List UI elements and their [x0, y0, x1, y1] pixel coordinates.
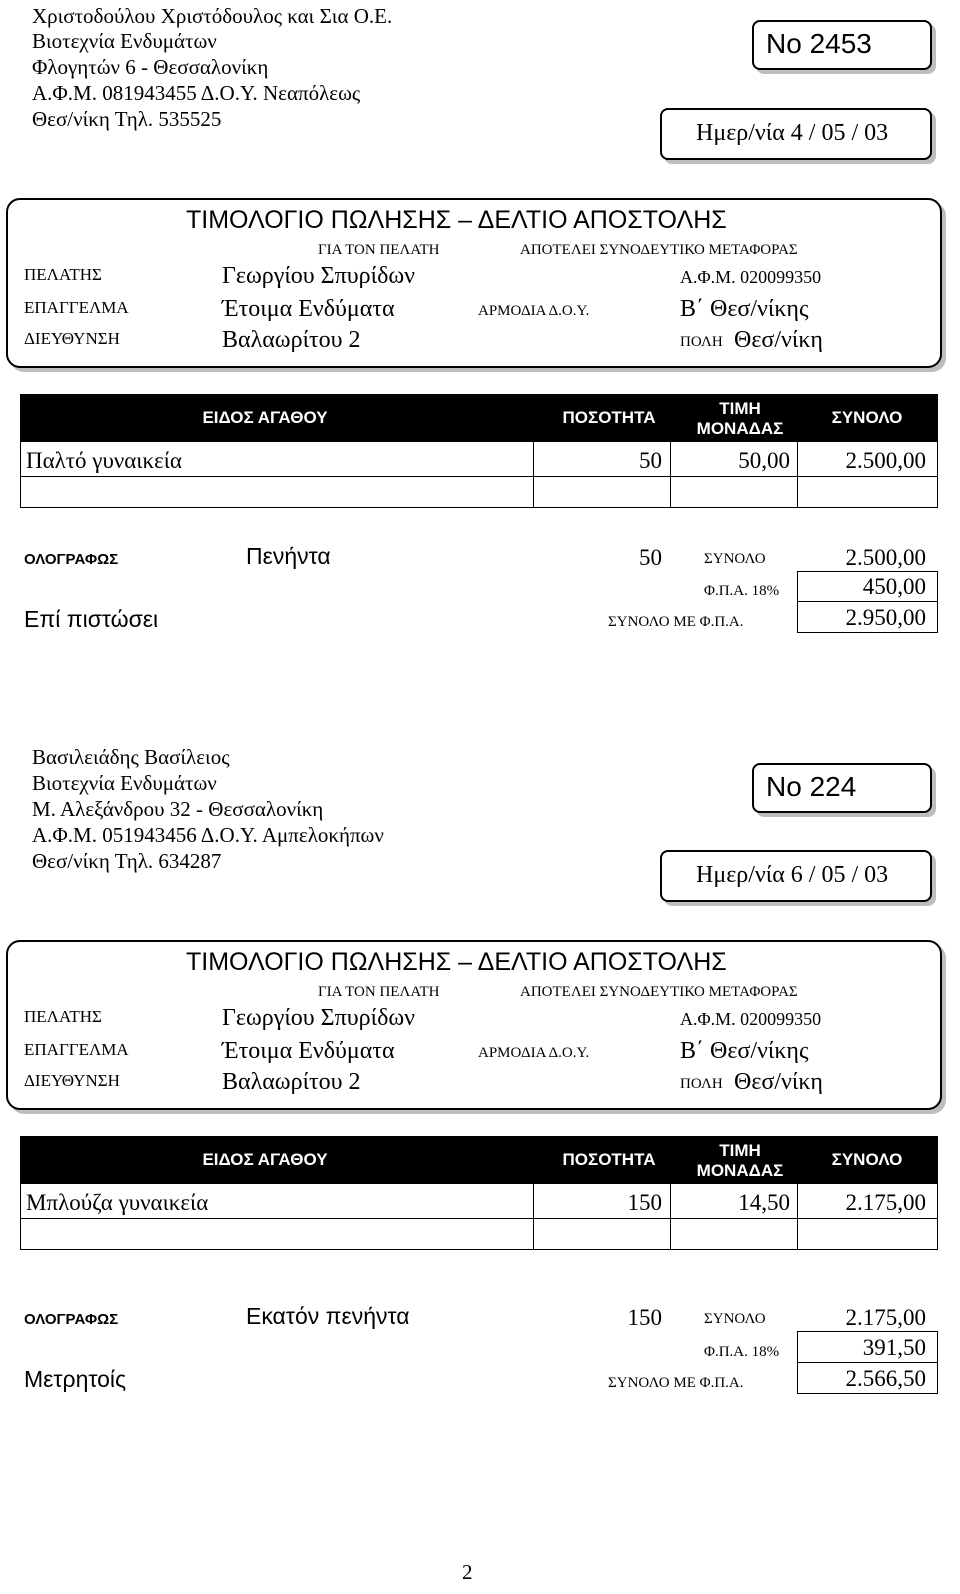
line-item-unit-price: 14,50	[738, 1190, 790, 1215]
subtotal-label: ΣΥΝΟΛΟ	[704, 1311, 766, 1327]
header-item: ΕΙΔΟΣ ΑΓΑΘΟΥ	[202, 1150, 328, 1169]
line-item-total: 2.175,00	[845, 1190, 926, 1215]
items-table-header	[20, 394, 938, 442]
customer-address: Βαλαωρίτου 2	[222, 327, 361, 353]
profession-label: ΕΠΑΓΓΕΛΜΑ	[24, 1040, 129, 1059]
header-total: ΣΥΝΟΛΟ	[831, 408, 903, 427]
amount-in-words-label: ΟΛΟΓΡΑΦΩΣ	[24, 551, 119, 568]
issuer-business: Βιοτεχνία Ενδυμάτων	[32, 29, 217, 53]
transport-note: ΑΠΟΤΕΛΕΙ ΣΥΝΟΔΕΥΤΙΚΟ ΜΕΤΑΦΟΡΑΣ	[520, 984, 798, 1000]
header-unit-price-2: ΜΟΝΑΔΑΣ	[696, 419, 784, 438]
subtotal-value: 2.175,00	[845, 1305, 926, 1330]
col-divider-1	[533, 442, 534, 507]
page-number: 2	[462, 1560, 473, 1584]
header-item: ΕΙΔΟΣ ΑΓΑΘΟΥ	[202, 408, 328, 427]
col-divider-2	[670, 1184, 671, 1249]
grand-total-value: 2.950,00	[845, 605, 926, 630]
grand-total-label: ΣΥΝΟΛΟ ΜΕ Φ.Π.Α.	[608, 1375, 744, 1391]
issuer-tax-info: Α.Φ.Μ. 081943455 Δ.Ο.Υ. Νεαπόλεως	[32, 81, 361, 105]
col-divider-1	[533, 1184, 534, 1249]
line-item-description: Μπλούζα γυναικεία	[26, 1190, 209, 1215]
line-item-quantity: 50	[639, 448, 662, 473]
document-title: ΤΙΜΟΛΟΓΙΟ ΠΩΛΗΣΗΣ – ΔΕΛΤΙΟ ΑΠΟΣΤΟΛΗΣ	[186, 948, 727, 976]
copy-for-customer: ΓΙΑ ΤΟΝ ΠΕΛΑΤΗ	[318, 242, 440, 258]
tax-office: Β΄ Θεσ/νίκης	[680, 1038, 809, 1064]
totals-box-bottom	[797, 1393, 938, 1394]
table-left-border	[20, 1184, 21, 1249]
tax-office-label: ΑΡΜΟΔΙΑ Δ.Ο.Υ.	[478, 303, 590, 319]
totals-box-mid	[797, 1362, 938, 1363]
customer-profession: Έτοιμα Ενδύματα	[222, 1038, 395, 1064]
col-divider-3	[797, 442, 798, 507]
header-unit-price-1: ΤΙΜΗ	[719, 399, 761, 418]
table-left-border	[20, 442, 21, 507]
row-line-1	[20, 1218, 938, 1219]
quantity-sum: 50	[639, 545, 662, 570]
amount-in-words-label: ΟΛΟΓΡΑΦΩΣ	[24, 1311, 119, 1328]
tax-office: Β΄ Θεσ/νίκης	[680, 296, 809, 322]
line-item-quantity: 150	[627, 1190, 662, 1215]
payment-method: Μετρητοίς	[24, 1366, 127, 1392]
line-item-description: Παλτό γυναικεία	[26, 448, 182, 473]
header-quantity: ΠΟΣΟΤΗΤΑ	[562, 1150, 656, 1169]
issuer-address: Φλογητών 6 - Θεσσαλονίκη	[32, 55, 269, 79]
customer-city: Θεσ/νίκη	[734, 327, 823, 353]
customer-name: Γεωργίου Σπυρίδων	[222, 1005, 416, 1031]
amount-in-words: Εκατόν πενήντα	[246, 1303, 410, 1329]
customer-afm: Α.Φ.Μ. 020099350	[680, 1009, 822, 1029]
customer-profession: Έτοιμα Ενδύματα	[222, 296, 395, 322]
grand-total-label: ΣΥΝΟΛΟ ΜΕ Φ.Π.Α.	[608, 614, 744, 630]
issuer-business: Βιοτεχνία Ενδυμάτων	[32, 771, 217, 795]
subtotal-label: ΣΥΝΟΛΟ	[704, 551, 766, 567]
subtotal-value: 2.500,00	[845, 545, 926, 570]
document-title: ΤΙΜΟΛΟΓΙΟ ΠΩΛΗΣΗΣ – ΔΕΛΤΙΟ ΑΠΟΣΤΟΛΗΣ	[186, 206, 727, 234]
header-total: ΣΥΝΟΛΟ	[831, 1150, 903, 1169]
vat-label: Φ.Π.Α. 18%	[704, 583, 780, 599]
city-label: ΠΟΛΗ	[680, 334, 723, 350]
customer-city: Θεσ/νίκη	[734, 1069, 823, 1095]
issuer-phone: Θεσ/νίκη Τηλ. 535525	[32, 107, 222, 131]
issuer-address: Μ. Αλεξάνδρου 32 - Θεσσαλονίκη	[32, 797, 324, 821]
customer-afm: Α.Φ.Μ. 020099350	[680, 267, 822, 287]
header-quantity: ΠΟΣΟΤΗΤΑ	[562, 408, 656, 427]
grand-total-value: 2.566,50	[845, 1366, 926, 1391]
invoice-number-box	[752, 763, 932, 813]
totals-box-top	[797, 1331, 938, 1332]
invoice-date: Ημερ/νία 6 / 05 / 03	[696, 862, 889, 888]
col-divider-2	[670, 442, 671, 507]
city-label: ΠΟΛΗ	[680, 1076, 723, 1092]
invoice-date-box	[660, 108, 932, 160]
tax-office-label: ΑΡΜΟΔΙΑ Δ.Ο.Υ.	[478, 1045, 590, 1061]
totals-box-bottom	[797, 632, 938, 633]
totals-box-mid	[797, 601, 938, 602]
table-right-border	[937, 1184, 938, 1249]
totals-box-top	[797, 571, 938, 572]
invoice-number-box	[752, 20, 932, 70]
invoice-date-box	[660, 850, 932, 902]
invoice-number: Νο 2453	[766, 28, 872, 59]
quantity-sum: 150	[627, 1305, 662, 1330]
line-item-unit-price: 50,00	[738, 448, 790, 473]
customer-label: ΠΕΛΑΤΗΣ	[24, 265, 102, 284]
customer-label: ΠΕΛΑΤΗΣ	[24, 1007, 102, 1026]
transport-note: ΑΠΟΤΕΛΕΙ ΣΥΝΟΔΕΥΤΙΚΟ ΜΕΤΑΦΟΡΑΣ	[520, 242, 798, 258]
amount-in-words: Πενήντα	[246, 543, 331, 569]
vat-label: Φ.Π.Α. 18%	[704, 1344, 780, 1360]
invoice-date: Ημερ/νία 4 / 05 / 03	[696, 120, 889, 146]
vat-value: 450,00	[862, 574, 926, 599]
issuer-name: Χριστοδούλου Χριστόδουλος και Σια Ο.Ε.	[32, 4, 393, 28]
issuer-name: Βασιλειάδης Βασίλειος	[32, 745, 230, 769]
row-line-1	[20, 476, 938, 477]
row-line-2	[20, 507, 938, 508]
issuer-tax-info: Α.Φ.Μ. 051943456 Δ.Ο.Υ. Αμπελοκήπων	[32, 823, 384, 847]
customer-address: Βαλαωρίτου 2	[222, 1069, 361, 1095]
invoice-number: Νο 224	[766, 771, 857, 802]
copy-for-customer: ΓΙΑ ΤΟΝ ΠΕΛΑΤΗ	[318, 984, 440, 1000]
row-line-2	[20, 1249, 938, 1250]
address-label: ΔΙΕΥΘΥΝΣΗ	[24, 1071, 120, 1090]
header-unit-price-2: ΜΟΝΑΔΑΣ	[696, 1161, 784, 1180]
table-right-border	[937, 442, 938, 507]
address-label: ΔΙΕΥΘΥΝΣΗ	[24, 329, 120, 348]
header-unit-price-1: ΤΙΜΗ	[719, 1141, 761, 1160]
items-table-header	[20, 1136, 938, 1184]
customer-name: Γεωργίου Σπυρίδων	[222, 263, 416, 289]
col-divider-3	[797, 1184, 798, 1249]
issuer-phone: Θεσ/νίκη Τηλ. 634287	[32, 849, 222, 873]
line-item-total: 2.500,00	[845, 448, 926, 473]
profession-label: ΕΠΑΓΓΕΛΜΑ	[24, 298, 129, 317]
payment-method: Επί πιστώσει	[24, 606, 159, 632]
vat-value: 391,50	[862, 1335, 926, 1360]
